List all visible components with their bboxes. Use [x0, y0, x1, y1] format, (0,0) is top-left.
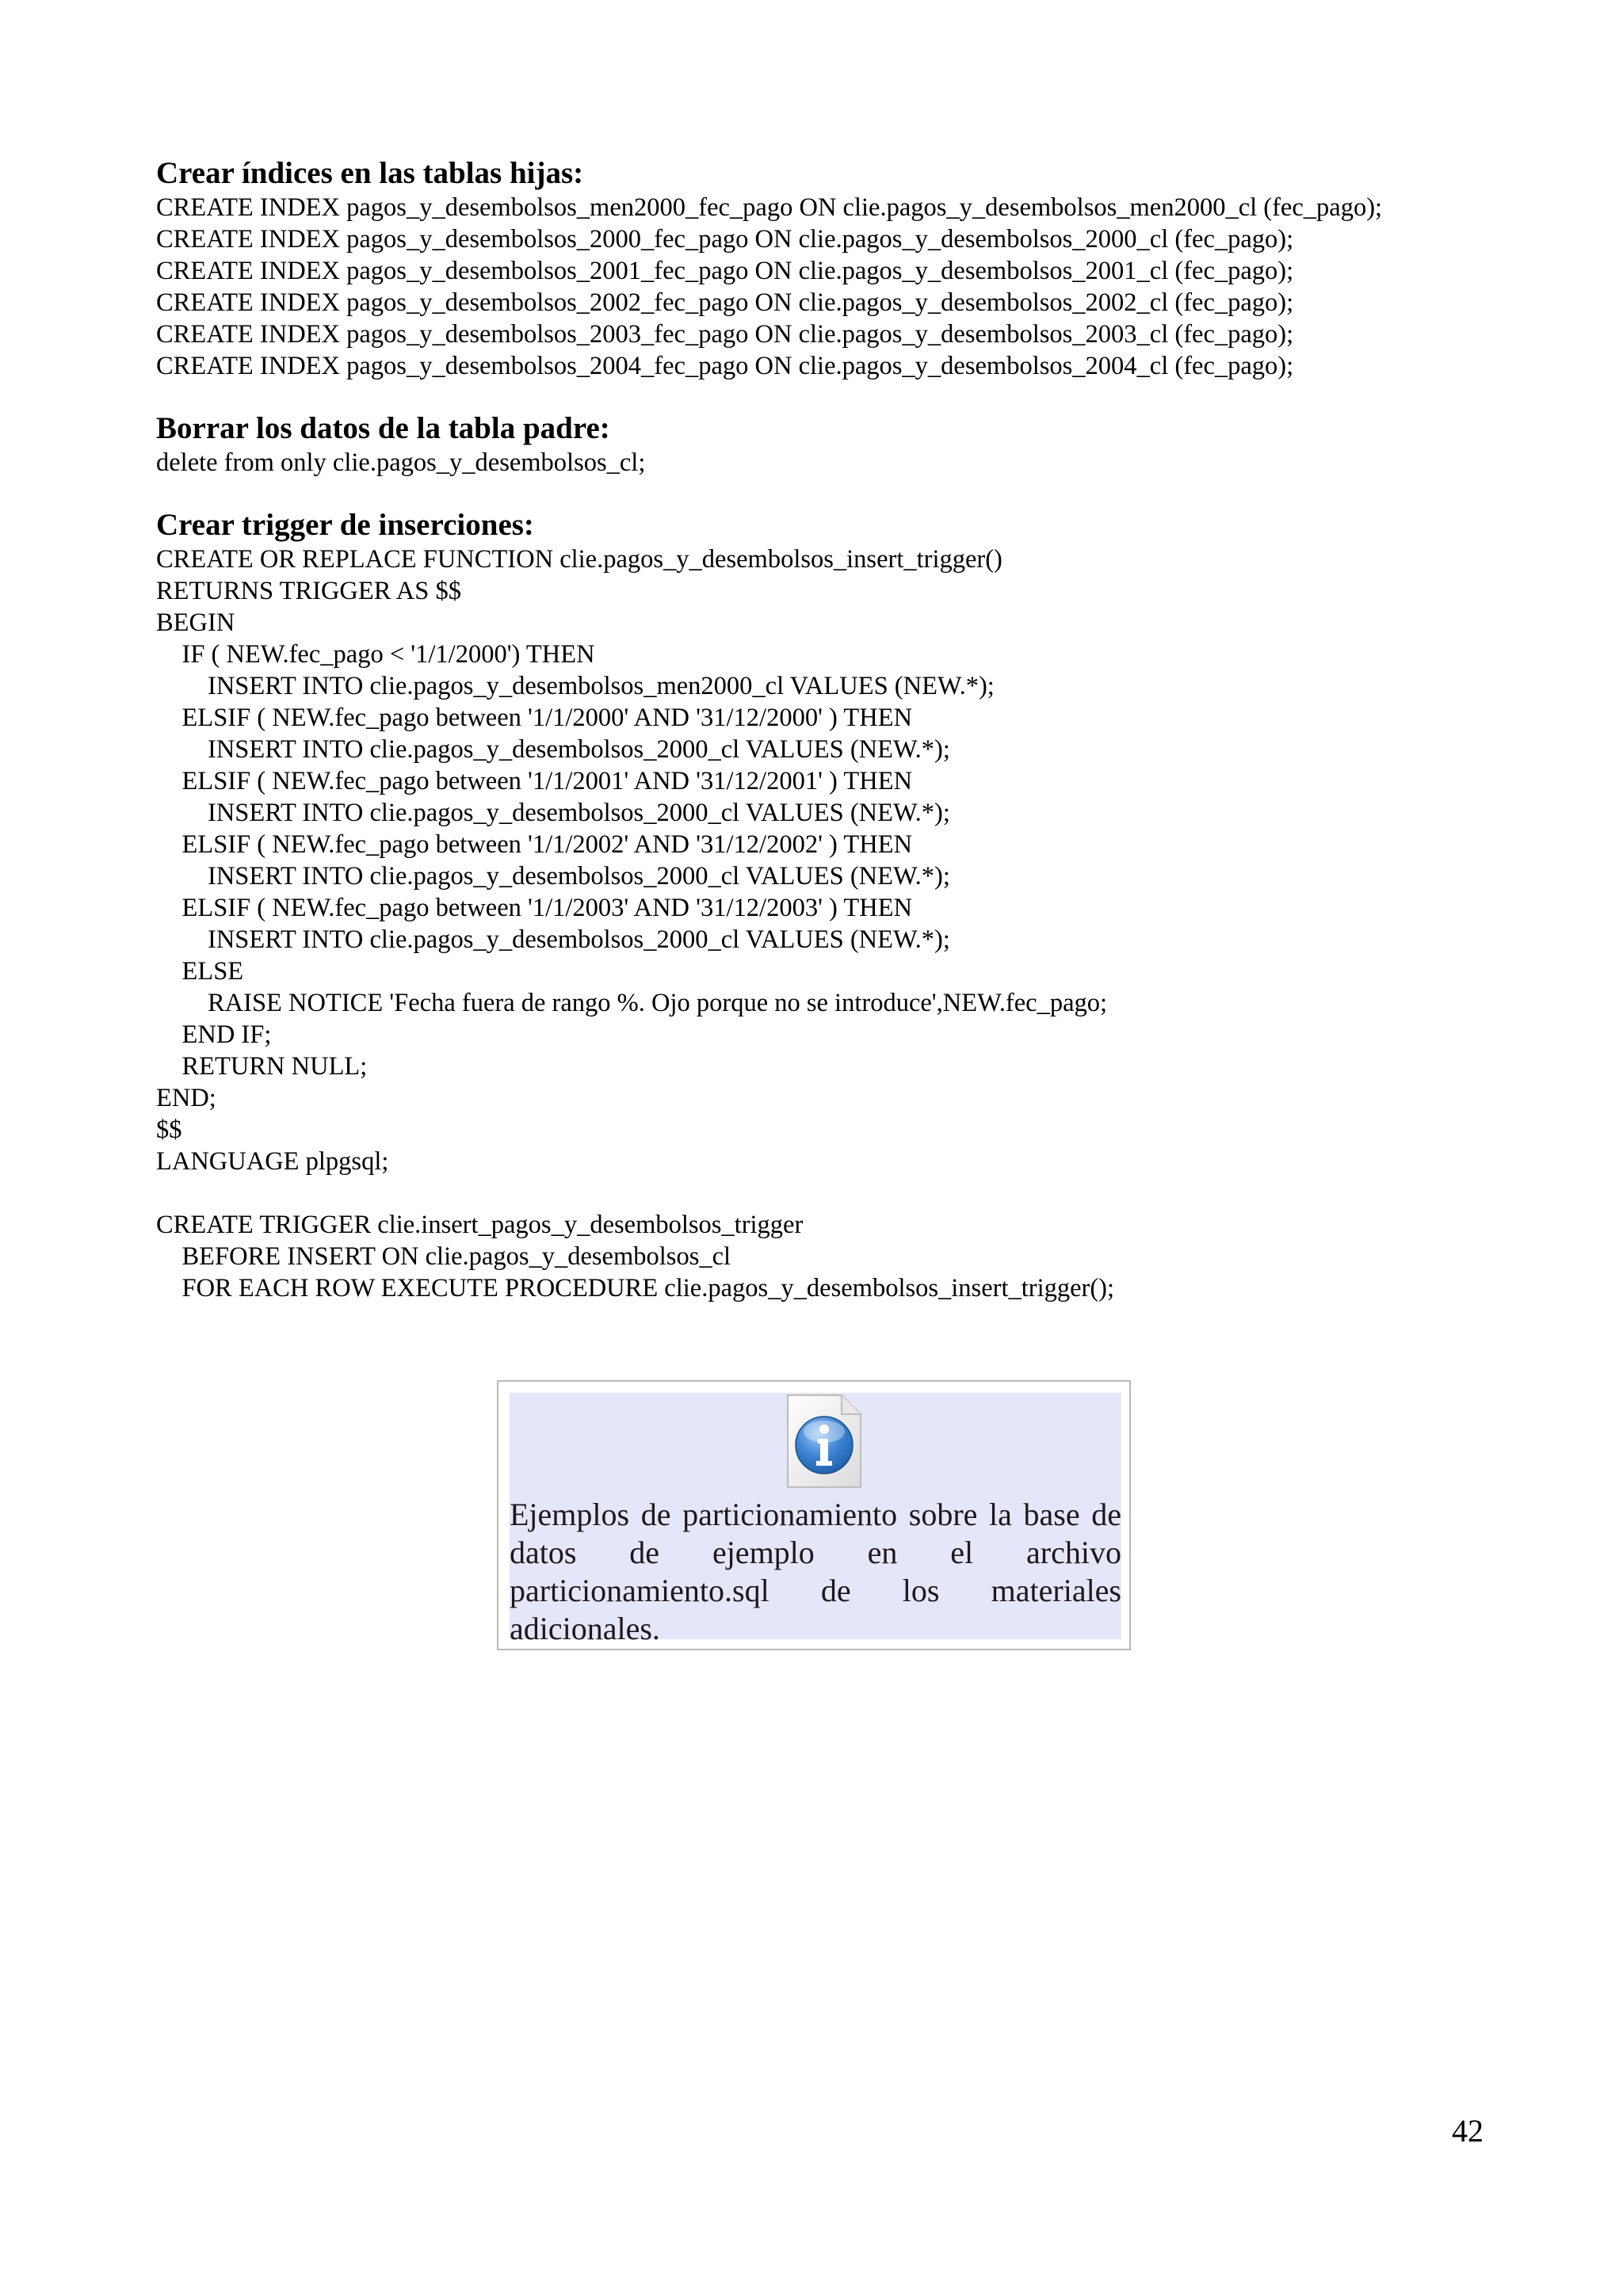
code-line: LANGUAGE plpgsql;: [156, 1147, 389, 1176]
section-create-trigger: [156, 507, 1519, 1304]
section-delete-parent-data: [156, 410, 1519, 479]
code-line: BEGIN: [156, 608, 235, 637]
code-line: INSERT INTO clie.pagos_y_desembolsos_2000_cl VALUES (NEW.*);: [156, 735, 950, 764]
code-line: CREATE INDEX pagos_y_desembolsos_men2000_fec_pago ON clie.pagos_y_desembolsos_men2000_cl (fec_pago);: [156, 193, 1383, 222]
code-line: ELSIF ( NEW.fec_pago between '1/1/2003' AND '31/12/2003' ) THEN: [156, 894, 913, 922]
code-line: END;: [156, 1084, 216, 1112]
code-line: ELSE: [156, 957, 244, 986]
code-line: BEFORE INSERT ON clie.pagos_y_desembolsos_cl: [156, 1242, 731, 1271]
code-line: $$: [156, 1116, 182, 1144]
code-line: RETURNS TRIGGER AS $$: [156, 577, 461, 605]
section-heading: Crear trigger de inserciones:: [156, 508, 534, 542]
code-line: INSERT INTO clie.pagos_y_desembolsos_men2000_cl VALUES (NEW.*);: [156, 672, 995, 700]
code-line: ELSIF ( NEW.fec_pago between '1/1/2002' AND '31/12/2002' ) THEN: [156, 830, 913, 859]
code-line: ELSIF ( NEW.fec_pago between '1/1/2000' AND '31/12/2000' ) THEN: [156, 704, 913, 732]
code-line: CREATE INDEX pagos_y_desembolsos_2000_fec_pago ON clie.pagos_y_desembolsos_2000_cl (fec_pago);: [156, 225, 1294, 254]
code-line: CREATE INDEX pagos_y_desembolsos_2001_fec_pago ON clie.pagos_y_desembolsos_2001_cl (fec_pago);: [156, 257, 1294, 285]
code-line: delete from only clie.pagos_y_desembolsos_cl;: [156, 448, 646, 477]
section-create-indexes: [156, 155, 1519, 382]
code-line: INSERT INTO clie.pagos_y_desembolsos_2000_cl VALUES (NEW.*);: [156, 799, 950, 827]
code-line: INSERT INTO clie.pagos_y_desembolsos_2000_cl VALUES (NEW.*);: [156, 925, 950, 954]
code-line: RETURN NULL;: [156, 1052, 368, 1081]
code-line: CREATE TRIGGER clie.insert_pagos_y_desembolsos_trigger: [156, 1211, 804, 1239]
code-line: CREATE OR REPLACE FUNCTION clie.pagos_y_desembolsos_insert_trigger(): [156, 545, 1002, 574]
code-line: RAISE NOTICE 'Fecha fuera de rango %. Ojo porque no se introduce',NEW.fec_pago;: [156, 989, 1108, 1017]
code-line: END IF;: [156, 1020, 272, 1049]
page-content: [156, 155, 1519, 1304]
code-line: CREATE INDEX pagos_y_desembolsos_2003_fec_pago ON clie.pagos_y_desembolsos_2003_cl (fec_pago);: [156, 320, 1294, 349]
info-icon: [785, 1393, 864, 1489]
info-note-text: Ejemplos de particionamiento sobre la base de datos de ejemplo en el archivo particionamiento.sql de los materiales adicionales.: [510, 1497, 1121, 1646]
section-heading: Borrar los datos de la tabla padre:: [156, 411, 610, 445]
code-line: CREATE INDEX pagos_y_desembolsos_2002_fec_pago ON clie.pagos_y_desembolsos_2002_cl (fec_pago);: [156, 288, 1294, 317]
info-note-background: [510, 1393, 1121, 1646]
code-line: IF ( NEW.fec_pago < '1/1/2000') THEN: [156, 640, 595, 669]
code-line: CREATE INDEX pagos_y_desembolsos_2004_fec_pago ON clie.pagos_y_desembolsos_2004_cl (fec_pago);: [156, 352, 1294, 380]
code-line: INSERT INTO clie.pagos_y_desembolsos_2000_cl VALUES (NEW.*);: [156, 862, 950, 891]
page-number: 42: [1452, 2113, 1484, 2149]
section-heading: Crear índices en las tablas hijas:: [156, 156, 584, 190]
code-line: ELSIF ( NEW.fec_pago between '1/1/2001' AND '31/12/2001' ) THEN: [156, 767, 913, 795]
info-note-box: [497, 1380, 1131, 1650]
code-line: FOR EACH ROW EXECUTE PROCEDURE clie.pagos_y_desembolsos_insert_trigger();: [156, 1274, 1115, 1302]
